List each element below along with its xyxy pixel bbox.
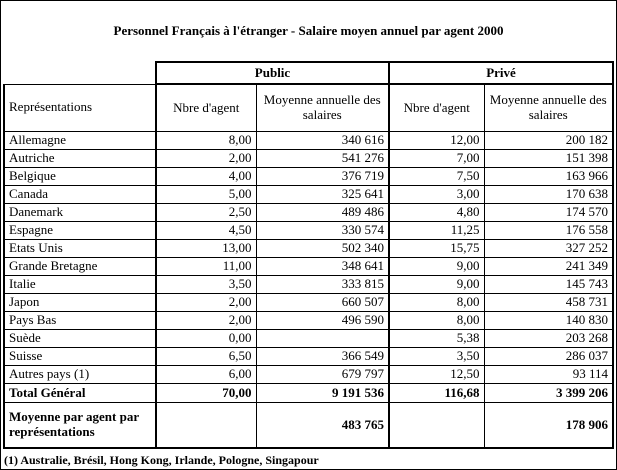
public-agents-cell: 2,00 (156, 312, 256, 330)
footnote: (1) Australie, Brésil, Hong Kong, Irlande, Pologne, Singapour (4, 453, 319, 467)
table-row (4, 330, 613, 348)
prive-agents-cell: 5,38 (389, 330, 484, 348)
prive-agents-cell: 3,50 (389, 348, 484, 366)
prive-salary-cell: 140 830 (484, 312, 613, 330)
prive-agents-cell: 12,50 (389, 366, 484, 384)
prive-salary-cell: 176 558 (484, 222, 613, 240)
row-label-cell: Pays Bas (4, 312, 156, 330)
public-salary-header: Moyenne annuelle des salaires (256, 84, 389, 132)
public-salary-cell: 366 549 (256, 348, 389, 366)
table-row (4, 258, 613, 276)
public-agents-cell: 4,50 (156, 222, 256, 240)
corner-cell (4, 62, 156, 84)
public-agents-cell: 6,00 (156, 366, 256, 384)
row-label-cell: Suède (4, 330, 156, 348)
prive-agents-cell: 9,00 (389, 258, 484, 276)
prive-salary-cell: 286 037 (484, 348, 613, 366)
table-row (4, 150, 613, 168)
prive-agents-cell: 7,50 (389, 168, 484, 186)
public-salary-cell: 496 590 (256, 312, 389, 330)
public-salary-cell: 325 641 (256, 186, 389, 204)
public-agents-cell: 2,00 (156, 150, 256, 168)
public-agents-cell: 13,00 (156, 240, 256, 258)
prive-agents-cell: 7,00 (389, 150, 484, 168)
prive-salary-cell: 458 731 (484, 294, 613, 312)
group-header-row (4, 62, 613, 84)
moyenne-label-cell: Moyenne par agent par représentations (4, 403, 156, 449)
total-public-agents-cell: 70,00 (156, 384, 256, 403)
total-prive-agents-cell: 116,68 (389, 384, 484, 403)
moyenne-public-salary-cell: 483 765 (256, 403, 389, 449)
table-row (4, 222, 613, 240)
public-agents-cell: 3,50 (156, 276, 256, 294)
page-title: Personnel Français à l'étranger - Salaire moyen annuel par agent 2000 (113, 23, 504, 38)
row-label-cell: Allemagne (4, 132, 156, 150)
moyenne-prive-salary-cell: 178 906 (484, 403, 613, 449)
total-label-cell: Total Général (4, 384, 156, 403)
row-label-cell: Canada (4, 186, 156, 204)
table-row (4, 240, 613, 258)
prive-agents-cell: 15,75 (389, 240, 484, 258)
public-salary-cell: 660 507 (256, 294, 389, 312)
row-label-cell: Etats Unis (4, 240, 156, 258)
prive-agents-header: Nbre d'agent (389, 84, 484, 132)
public-agents-header: Nbre d'agent (156, 84, 256, 132)
row-label-cell: Italie (4, 276, 156, 294)
prive-salary-cell: 241 349 (484, 258, 613, 276)
prive-agents-cell: 11,25 (389, 222, 484, 240)
prive-agents-cell: 8,00 (389, 294, 484, 312)
total-public-salary-cell: 9 191 536 (256, 384, 389, 403)
prive-salary-cell: 145 743 (484, 276, 613, 294)
prive-salary-cell: 203 268 (484, 330, 613, 348)
salary-table (3, 61, 614, 449)
table-row (4, 294, 613, 312)
row-label-cell: Danemark (4, 204, 156, 222)
table-row (4, 186, 613, 204)
public-agents-cell: 2,50 (156, 204, 256, 222)
moyenne-public-agents-cell (156, 403, 256, 449)
public-agents-cell: 6,50 (156, 348, 256, 366)
prive-salary-cell: 163 966 (484, 168, 613, 186)
prive-salary-cell: 327 252 (484, 240, 613, 258)
row-label-cell: Belgique (4, 168, 156, 186)
row-label-cell: Espagne (4, 222, 156, 240)
public-agents-cell: 11,00 (156, 258, 256, 276)
prive-salary-cell: 151 398 (484, 150, 613, 168)
prive-agents-cell: 4,80 (389, 204, 484, 222)
public-agents-cell: 2,00 (156, 294, 256, 312)
prive-salary-header: Moyenne annuelle des salaires (484, 84, 613, 132)
public-salary-cell: 489 486 (256, 204, 389, 222)
public-salary-cell: 340 616 (256, 132, 389, 150)
row-label-cell: Suisse (4, 348, 156, 366)
prive-agents-cell: 12,00 (389, 132, 484, 150)
table-row (4, 276, 613, 294)
moyenne-prive-agents-cell (389, 403, 484, 449)
row-label-cell: Japon (4, 294, 156, 312)
prive-salary-cell: 200 182 (484, 132, 613, 150)
column-header-row (4, 84, 613, 132)
public-salary-cell: 330 574 (256, 222, 389, 240)
table-body (4, 62, 613, 448)
row-label-cell: Autres pays (1) (4, 366, 156, 384)
public-salary-cell: 679 797 (256, 366, 389, 384)
prive-salary-cell: 93 114 (484, 366, 613, 384)
table-row (4, 132, 613, 150)
prive-agents-cell: 8,00 (389, 312, 484, 330)
public-agents-cell: 0,00 (156, 330, 256, 348)
public-salary-cell: 333 815 (256, 276, 389, 294)
public-salary-cell: 376 719 (256, 168, 389, 186)
table-row (4, 204, 613, 222)
row-label-cell: Grande Bretagne (4, 258, 156, 276)
representations-header: Représentations (4, 84, 156, 132)
prive-salary-cell: 174 570 (484, 204, 613, 222)
row-label-cell: Autriche (4, 150, 156, 168)
prive-agents-cell: 9,00 (389, 276, 484, 294)
prive-salary-cell: 170 638 (484, 186, 613, 204)
table-row (4, 366, 613, 384)
public-salary-cell: 348 641 (256, 258, 389, 276)
public-agents-cell: 4,00 (156, 168, 256, 186)
public-salary-cell: 541 276 (256, 150, 389, 168)
public-salary-cell (256, 330, 389, 348)
public-agents-cell: 5,00 (156, 186, 256, 204)
table-row (4, 312, 613, 330)
prive-agents-cell: 3,00 (389, 186, 484, 204)
public-salary-cell: 502 340 (256, 240, 389, 258)
table-row (4, 348, 613, 366)
total-row (4, 384, 613, 403)
public-group-header: Public (156, 62, 389, 84)
prive-group-header: Privé (389, 62, 613, 84)
moyenne-row (4, 403, 613, 449)
table-row (4, 168, 613, 186)
total-prive-salary-cell: 3 399 206 (484, 384, 613, 403)
public-agents-cell: 8,00 (156, 132, 256, 150)
